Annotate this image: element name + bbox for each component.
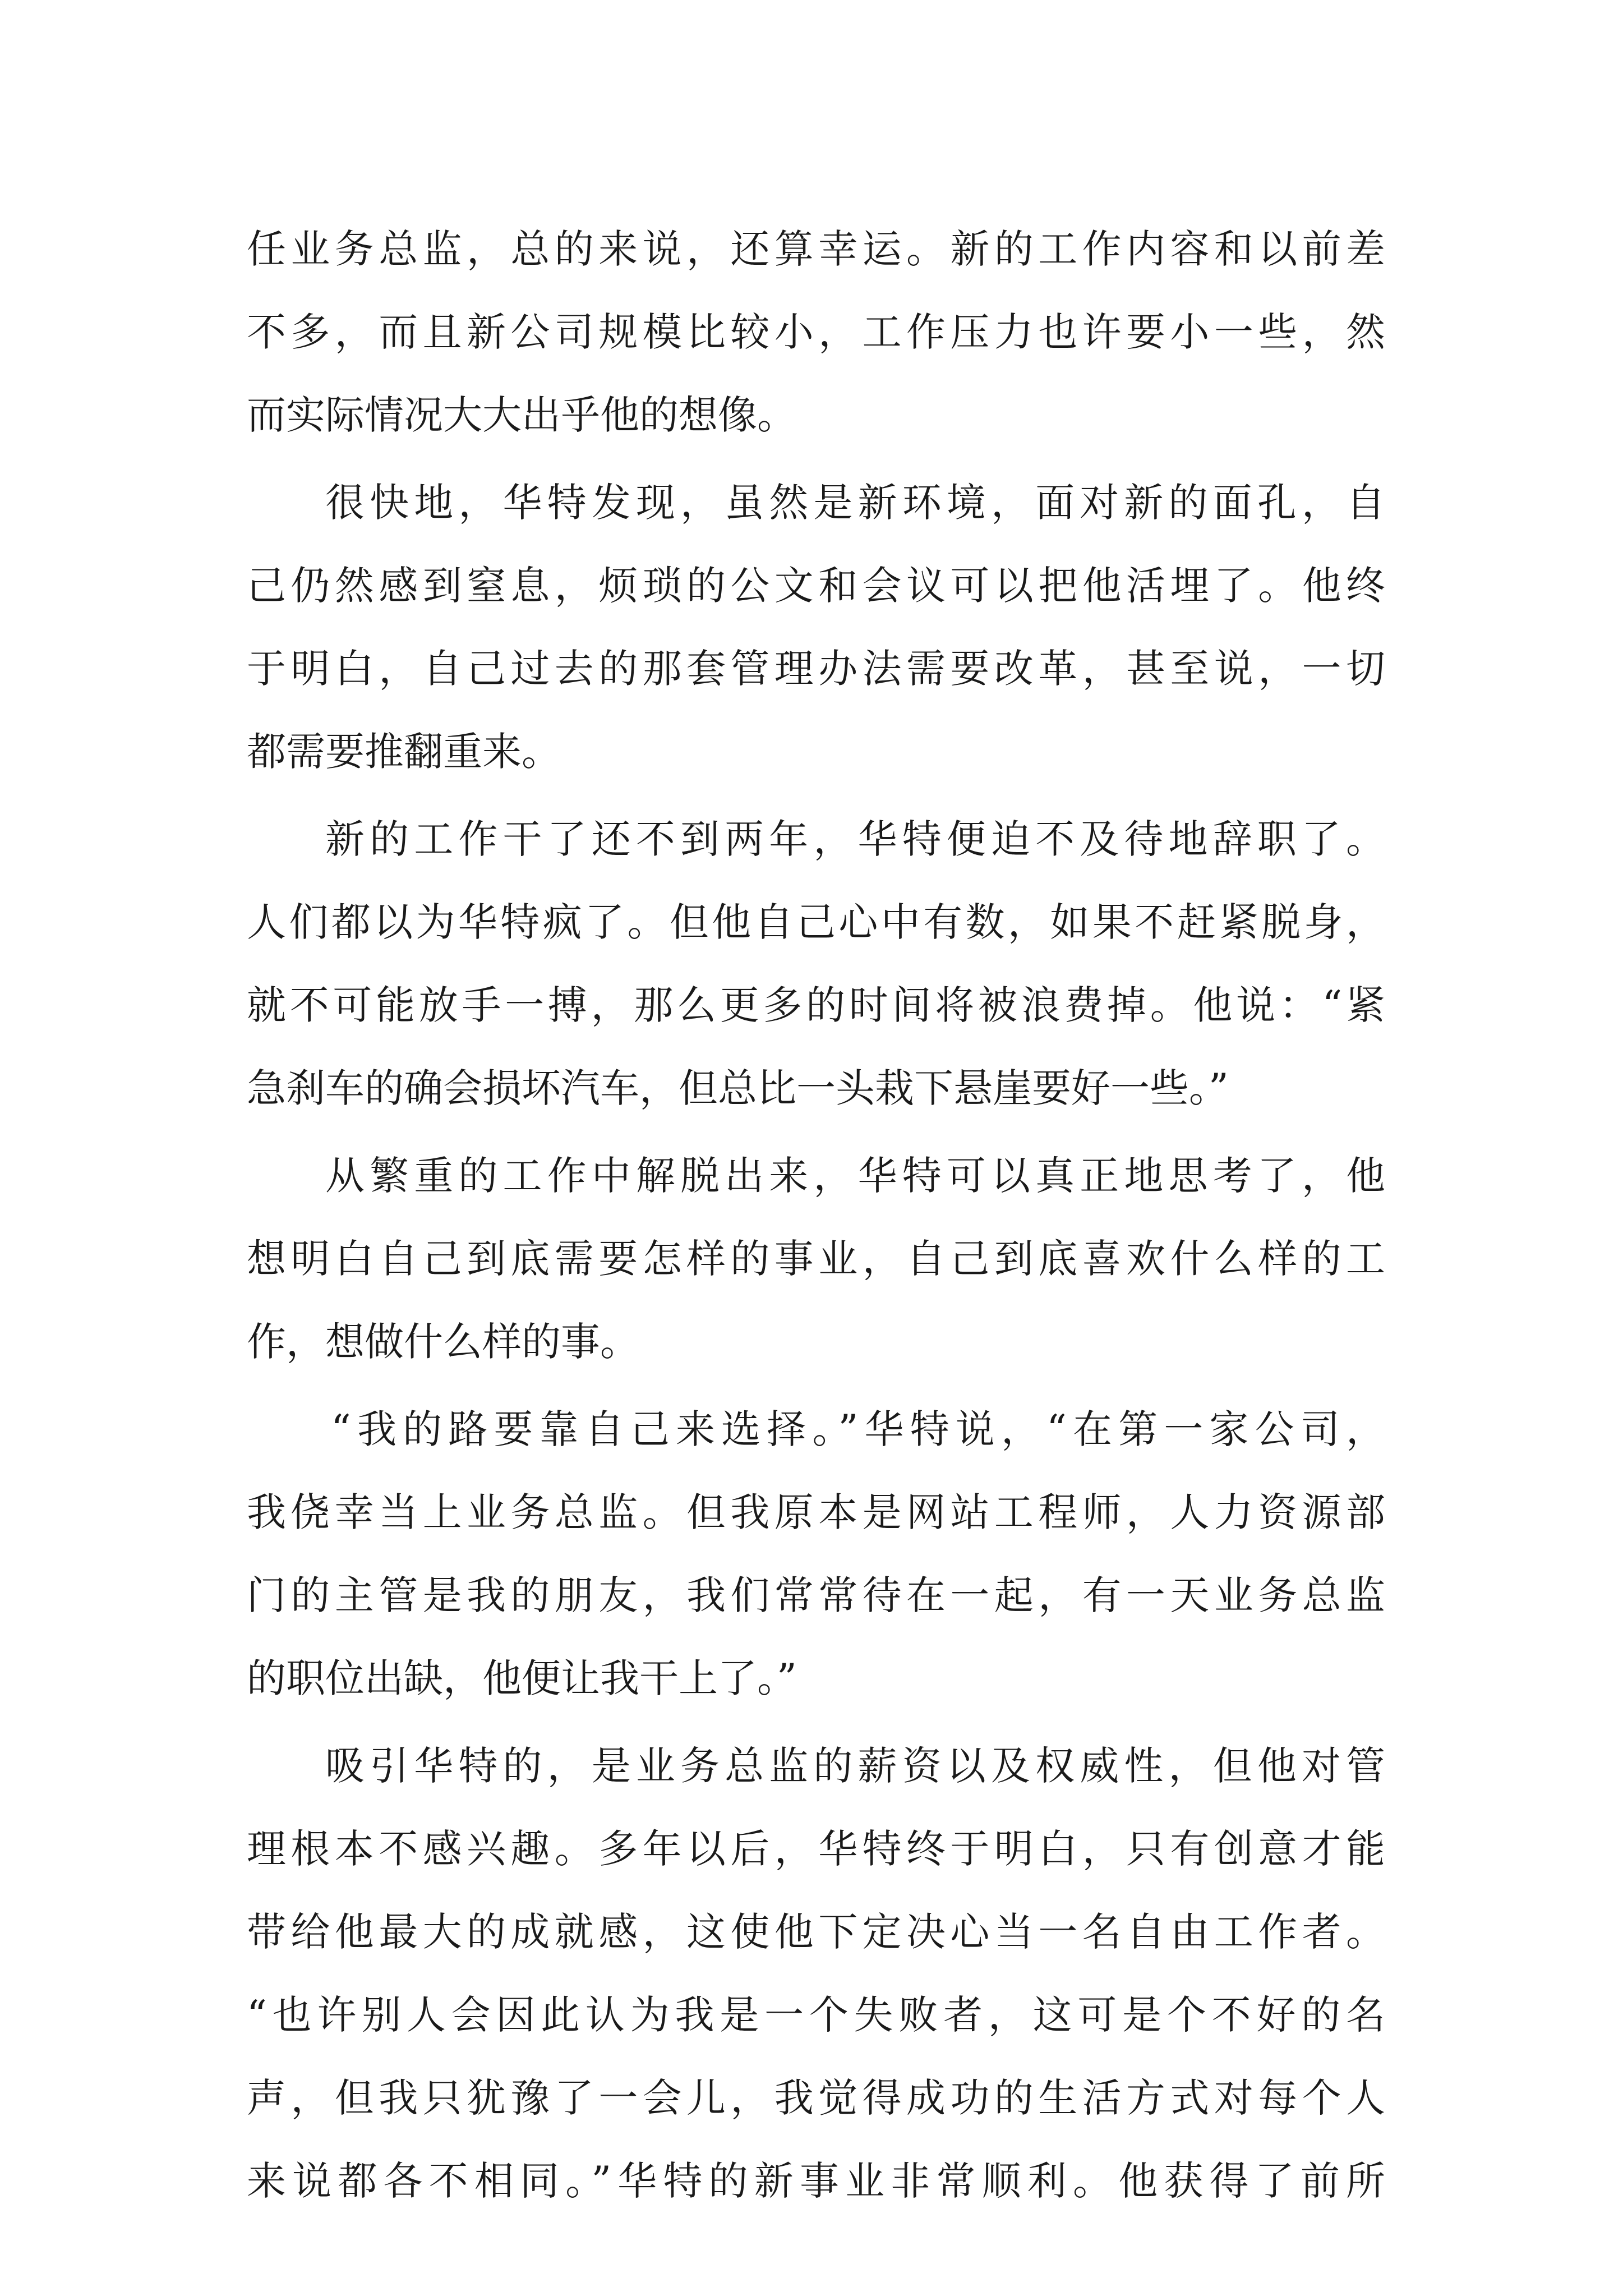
body-text	[247, 208, 1385, 2223]
text-line: 门的主管是我的朋友，我们常常待在一起，有一天业务总监	[247, 1572, 1385, 1618]
text-line: 想明白自己到底需要怎样的事业，自己到底喜欢什么样的工	[247, 1236, 1385, 1282]
text-line: “我的路要靠自己来选择。”华特说，“在第一家公司，	[331, 1406, 1385, 1452]
paragraph	[247, 1134, 1385, 1383]
text-line: 我侥幸当上业务总监。但我原本是网站工程师，人力资源部	[247, 1489, 1385, 1535]
text-line: 很快地，华特发现，虽然是新环境，面对新的面孔，自	[325, 480, 1385, 526]
paragraph	[247, 461, 1385, 793]
text-line: 而实际情况大大出乎他的想像。	[247, 392, 796, 438]
text-line: 己仍然感到窒息，烦琐的公文和会议可以把他活埋了。他终	[247, 563, 1385, 609]
text-line: 都需要推翻重来。	[247, 729, 561, 775]
text-line: 来说都各不相同。”华特的新事业非常顺利。他获得了前所	[247, 2158, 1385, 2204]
text-line: 不多，而且新公司规模比较小，工作压力也许要小一些，然	[247, 309, 1385, 355]
paragraph	[247, 1388, 1385, 1720]
text-line: 从繁重的工作中解脱出来，华特可以真正地思考了，他	[325, 1153, 1385, 1199]
text-line: 带给他最大的成就感，这使他下定决心当一名自由工作者。	[247, 1909, 1385, 1955]
text-line: 就不可能放手一搏，那么更多的时间将被浪费掉。他说：“紧	[247, 982, 1385, 1028]
text-line: 人们都以为华特疯了。但他自己心中有数，如果不赶紧脱身，	[247, 899, 1385, 945]
text-line: 急刹车的确会损坏汽车，但总比一头栽下悬崖要好一些。”	[247, 1065, 1229, 1111]
paragraph	[247, 1724, 1385, 2223]
text-line: 于明白，自己过去的那套管理办法需要改革，甚至说，一切	[247, 646, 1385, 692]
text-line: 新的工作干了还不到两年，华特便迫不及待地辞职了。	[325, 816, 1385, 862]
text-line: 声，但我只犹豫了一会儿，我觉得成功的生活方式对每个人	[247, 2075, 1385, 2121]
text-line: 作，想做什么样的事。	[247, 1319, 639, 1365]
text-line: 的职位出缺，他便让我干上了。”	[247, 1655, 797, 1701]
paragraph	[247, 798, 1385, 1130]
text-line: 任业务总监，总的来说，还算幸运。新的工作内容和以前差	[247, 226, 1385, 272]
text-line: 吸引华特的，是业务总监的薪资以及权威性，但他对管	[325, 1743, 1385, 1789]
text-line: 理根本不感兴趣。多年以后，华特终于明白，只有创意才能	[247, 1826, 1385, 1872]
text-line: “也许别人会因此认为我是一个失败者，这可是个不好的名	[247, 1992, 1385, 2038]
paragraph	[247, 208, 1385, 457]
